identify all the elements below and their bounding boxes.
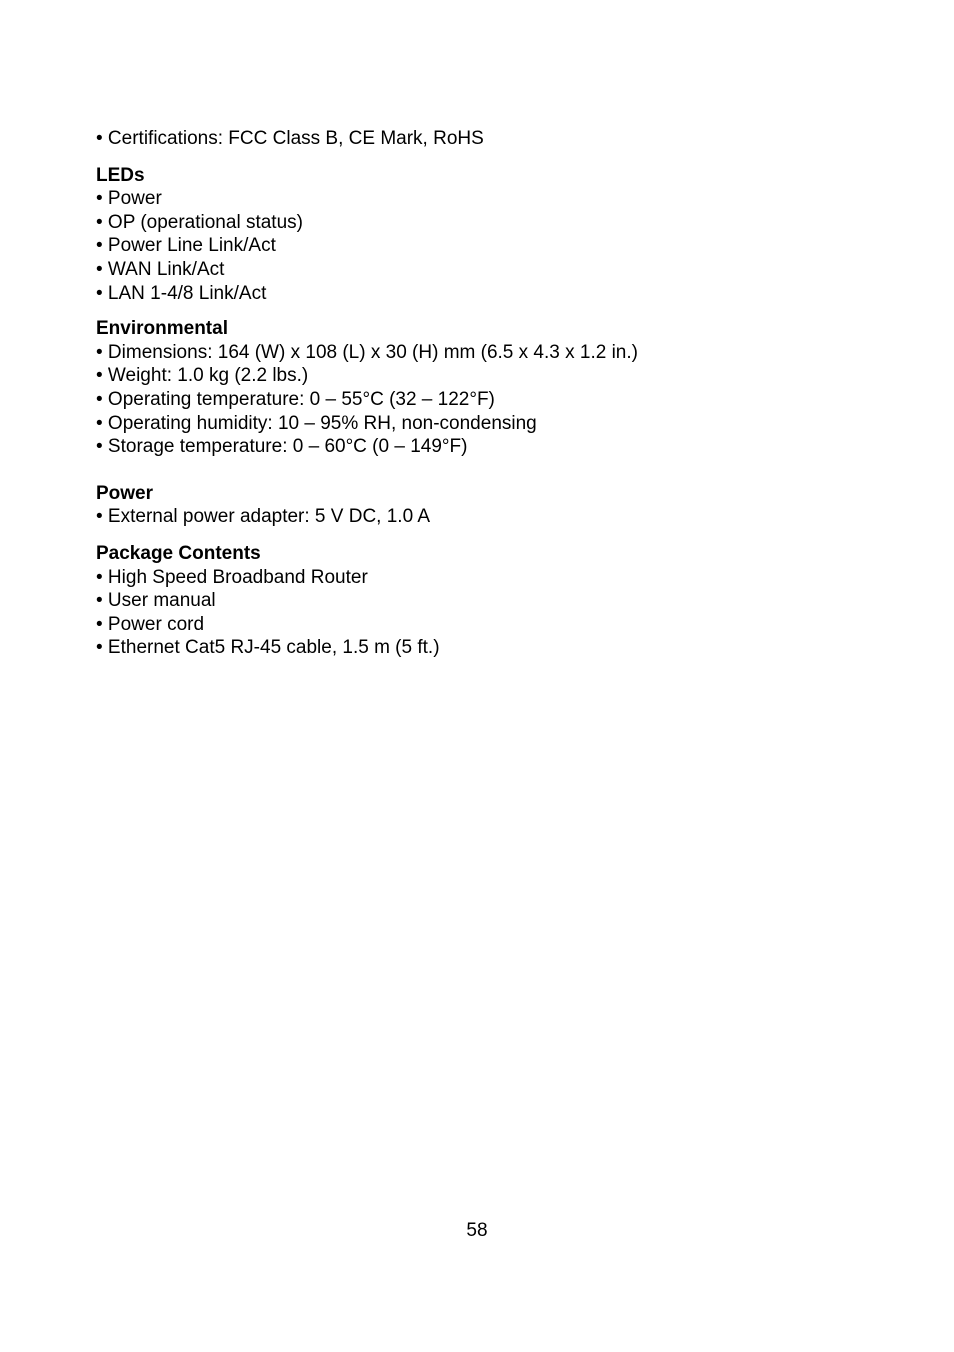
power-section [96, 482, 896, 529]
list-item: • Storage temperature: 0 – 60°C (0 – 149°F) [96, 436, 468, 458]
document-page-content [96, 127, 896, 660]
list-item: • Operating temperature: 0 – 55°C (32 – 122°F) [96, 388, 495, 410]
list-item: • OP (operational status) [96, 211, 303, 233]
list-item: • External power adapter: 5 V DC, 1.0 A [96, 506, 431, 528]
list-item: • Dimensions: 164 (W) x 108 (L) x 30 (H) mm (6.5 x 4.3 x 1.2 in.) [96, 341, 638, 363]
environmental-section [96, 317, 896, 459]
list-item: • Ethernet Cat5 RJ-45 cable, 1.5 m (5 ft.) [96, 637, 440, 659]
page-number: 58 [466, 1220, 488, 1241]
list-item: • Weight: 1.0 kg (2.2 lbs.) [96, 365, 309, 387]
environmental-heading: Environmental [96, 318, 228, 340]
certifications-item: • Certifications: FCC Class B, CE Mark, RoHS [96, 128, 484, 149]
list-item: • Power [96, 188, 162, 210]
list-item: • WAN Link/Act [96, 258, 225, 280]
package-contents-section [96, 542, 896, 660]
list-item: • LAN 1-4/8 Link/Act [96, 282, 267, 304]
list-item: • Power cord [96, 613, 205, 635]
leds-section [96, 164, 896, 306]
list-item: • High Speed Broadband Router [96, 566, 368, 588]
leds-heading: LEDs [96, 164, 145, 186]
list-item: • User manual [96, 590, 216, 612]
list-item: • Operating humidity: 10 – 95% RH, non-condensing [96, 412, 537, 434]
list-item: • Power Line Link/Act [96, 235, 276, 257]
power-heading: Power [96, 482, 154, 504]
package-contents-heading: Package Contents [96, 542, 261, 564]
